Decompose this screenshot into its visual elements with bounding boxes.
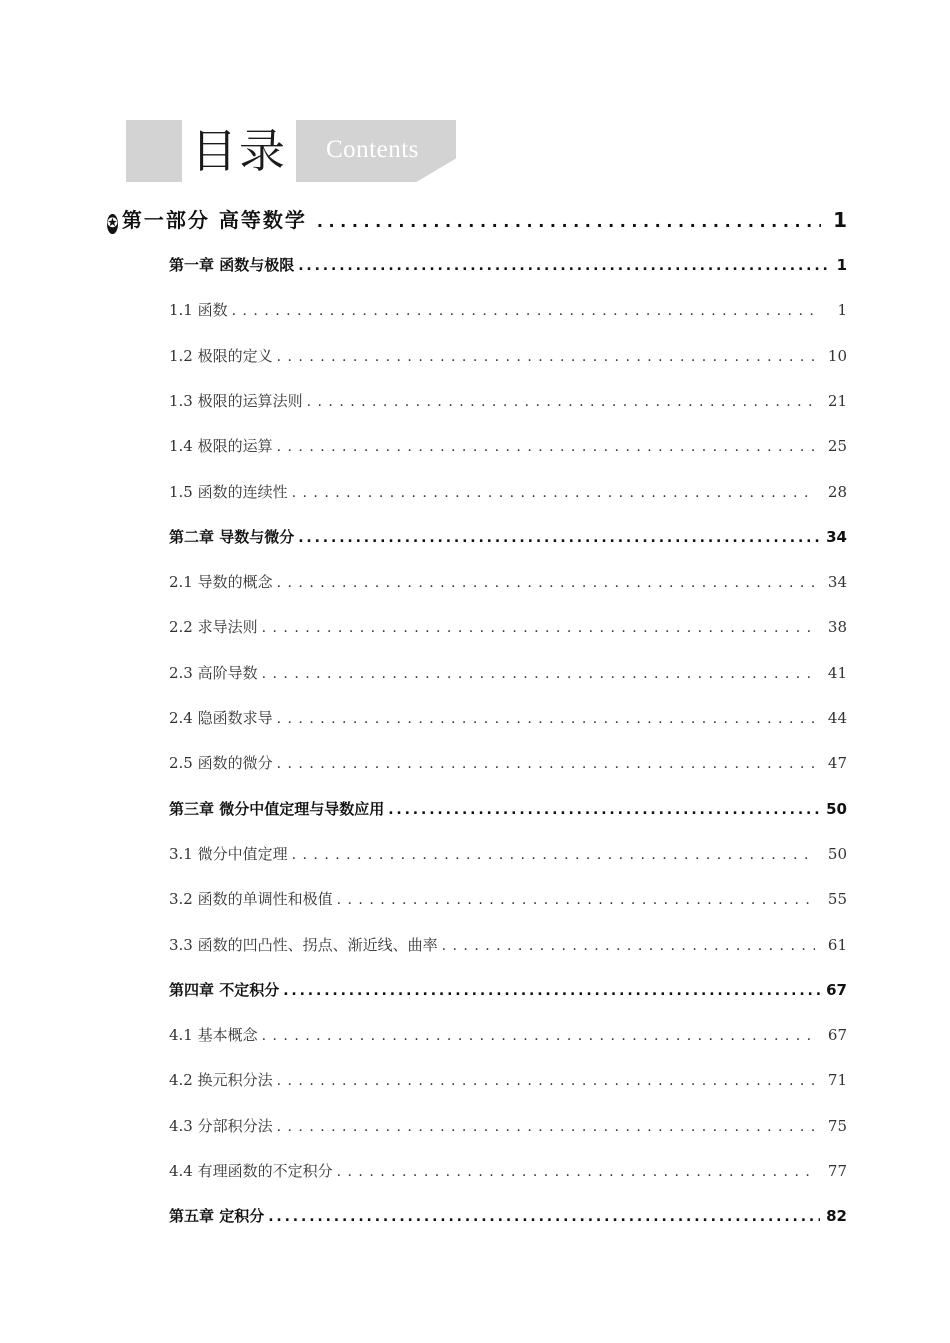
section-label: 2.3 高阶导数 xyxy=(169,663,258,682)
page-number: 75 xyxy=(827,1116,847,1135)
toc-section-entry[interactable] xyxy=(169,435,847,456)
dot-leader xyxy=(277,439,815,455)
dot-leader xyxy=(337,1164,815,1180)
section-label: 2.1 导数的概念 xyxy=(169,573,273,592)
dot-leader xyxy=(277,1119,815,1135)
section-label: 3.3 函数的凹凸性、拐点、渐近线、曲率 xyxy=(169,935,438,954)
page-number: 61 xyxy=(827,935,847,954)
section-label: 1.3 极限的运算法则 xyxy=(169,391,303,410)
page-number: 1 xyxy=(833,208,847,232)
dot-leader xyxy=(277,711,815,727)
page-number: 21 xyxy=(827,391,847,410)
dot-leader xyxy=(262,666,815,682)
part-label: 第一部分 高等数学 xyxy=(121,208,307,232)
page-number: 34 xyxy=(826,527,847,546)
toc-chapter-entry[interactable] xyxy=(169,254,847,275)
page-number: 47 xyxy=(827,754,847,773)
dot-leader xyxy=(262,620,815,636)
dot-leader xyxy=(292,847,815,863)
section-label: 2.2 求导法则 xyxy=(169,618,258,637)
page-number: 1 xyxy=(837,301,847,320)
dot-leader xyxy=(442,938,815,954)
page-number: 1 xyxy=(836,256,847,274)
section-label: 4.2 换元积分法 xyxy=(169,1071,273,1090)
toc-section-entry[interactable] xyxy=(169,345,847,366)
toc-section-entry[interactable] xyxy=(169,843,847,864)
dot-leader xyxy=(277,756,815,772)
dot-leader xyxy=(277,349,815,365)
toc-section-entry[interactable] xyxy=(169,299,847,320)
dot-leader xyxy=(268,1209,820,1225)
toc-section-entry[interactable] xyxy=(169,481,847,502)
toc-section-entry[interactable] xyxy=(169,888,847,909)
toc-section-entry[interactable] xyxy=(169,934,847,955)
toc-section-entry[interactable] xyxy=(169,571,847,592)
toc-section-entry[interactable] xyxy=(169,752,847,773)
page-number: 77 xyxy=(827,1162,847,1180)
page-number: 67 xyxy=(826,980,847,999)
toc-header-banner xyxy=(126,120,456,182)
toc-section-entry[interactable] xyxy=(169,1115,847,1136)
chapter-label: 第一章 函数与极限 xyxy=(169,256,295,274)
toc-part-entry[interactable] xyxy=(107,204,847,234)
dot-leader xyxy=(283,983,820,999)
page-number: 25 xyxy=(827,437,847,456)
section-label: 3.1 微分中值定理 xyxy=(169,844,288,863)
page-number: 50 xyxy=(826,799,847,818)
section-label: 4.1 基本概念 xyxy=(169,1026,258,1045)
chapter-label: 第五章 定积分 xyxy=(169,1207,265,1226)
toc-section-entry[interactable] xyxy=(169,1160,847,1181)
toc-chapter-entry[interactable] xyxy=(169,979,847,1000)
toc-section-entry[interactable] xyxy=(169,1024,847,1045)
page-number: 28 xyxy=(827,482,847,501)
title-box xyxy=(182,120,296,182)
page-number: 71 xyxy=(827,1071,847,1090)
section-label: 2.5 函数的微分 xyxy=(169,754,273,773)
dot-leader xyxy=(232,303,815,319)
section-label: 1.1 函数 xyxy=(169,301,228,320)
chapter-label: 第四章 不定积分 xyxy=(169,980,280,999)
page-subtitle: Contents xyxy=(326,136,419,163)
page-number: 38 xyxy=(827,618,847,637)
dot-leader xyxy=(277,575,815,591)
star-icon: ✪ xyxy=(107,214,118,234)
toc-chapter-entry[interactable] xyxy=(169,1205,847,1226)
page-number: 50 xyxy=(827,844,847,863)
dot-leader xyxy=(388,802,820,818)
toc-section-entry[interactable] xyxy=(169,662,847,683)
page-number: 55 xyxy=(827,890,847,909)
section-label: 4.3 分部积分法 xyxy=(169,1116,273,1135)
toc-chapter-entry[interactable] xyxy=(169,798,847,819)
chapter-label: 第二章 导数与微分 xyxy=(169,527,295,546)
section-label: 1.2 极限的定义 xyxy=(169,346,273,365)
toc-chapter-entry[interactable] xyxy=(169,526,847,547)
page-number: 67 xyxy=(827,1026,847,1045)
toc-section-entry[interactable] xyxy=(169,616,847,637)
dot-leader xyxy=(262,1028,815,1044)
section-label: 1.5 函数的连续性 xyxy=(169,482,288,501)
page-number: 34 xyxy=(827,573,847,592)
dot-leader xyxy=(317,212,821,231)
page-number: 44 xyxy=(827,709,847,727)
dot-leader xyxy=(298,258,830,274)
dot-leader xyxy=(307,394,815,410)
section-label: 4.4 有理函数的不定积分 xyxy=(169,1162,333,1180)
toc-section-entry[interactable] xyxy=(169,390,847,411)
toc-section-entry[interactable] xyxy=(169,707,847,728)
dot-leader xyxy=(337,892,815,908)
section-label: 2.4 隐函数求导 xyxy=(169,709,273,727)
chapter-label: 第三章 微分中值定理与导数应用 xyxy=(169,799,385,818)
section-label: 3.2 函数的单调性和极值 xyxy=(169,890,333,909)
dot-leader xyxy=(298,530,820,546)
section-label: 1.4 极限的运算 xyxy=(169,437,273,456)
toc-section-entry[interactable] xyxy=(169,1069,847,1090)
dot-leader xyxy=(292,485,815,501)
page-title: 目录 xyxy=(191,124,287,178)
page-number: 10 xyxy=(827,346,847,365)
page-number: 82 xyxy=(826,1207,847,1226)
dot-leader xyxy=(277,1073,815,1089)
page-number: 41 xyxy=(827,663,847,682)
